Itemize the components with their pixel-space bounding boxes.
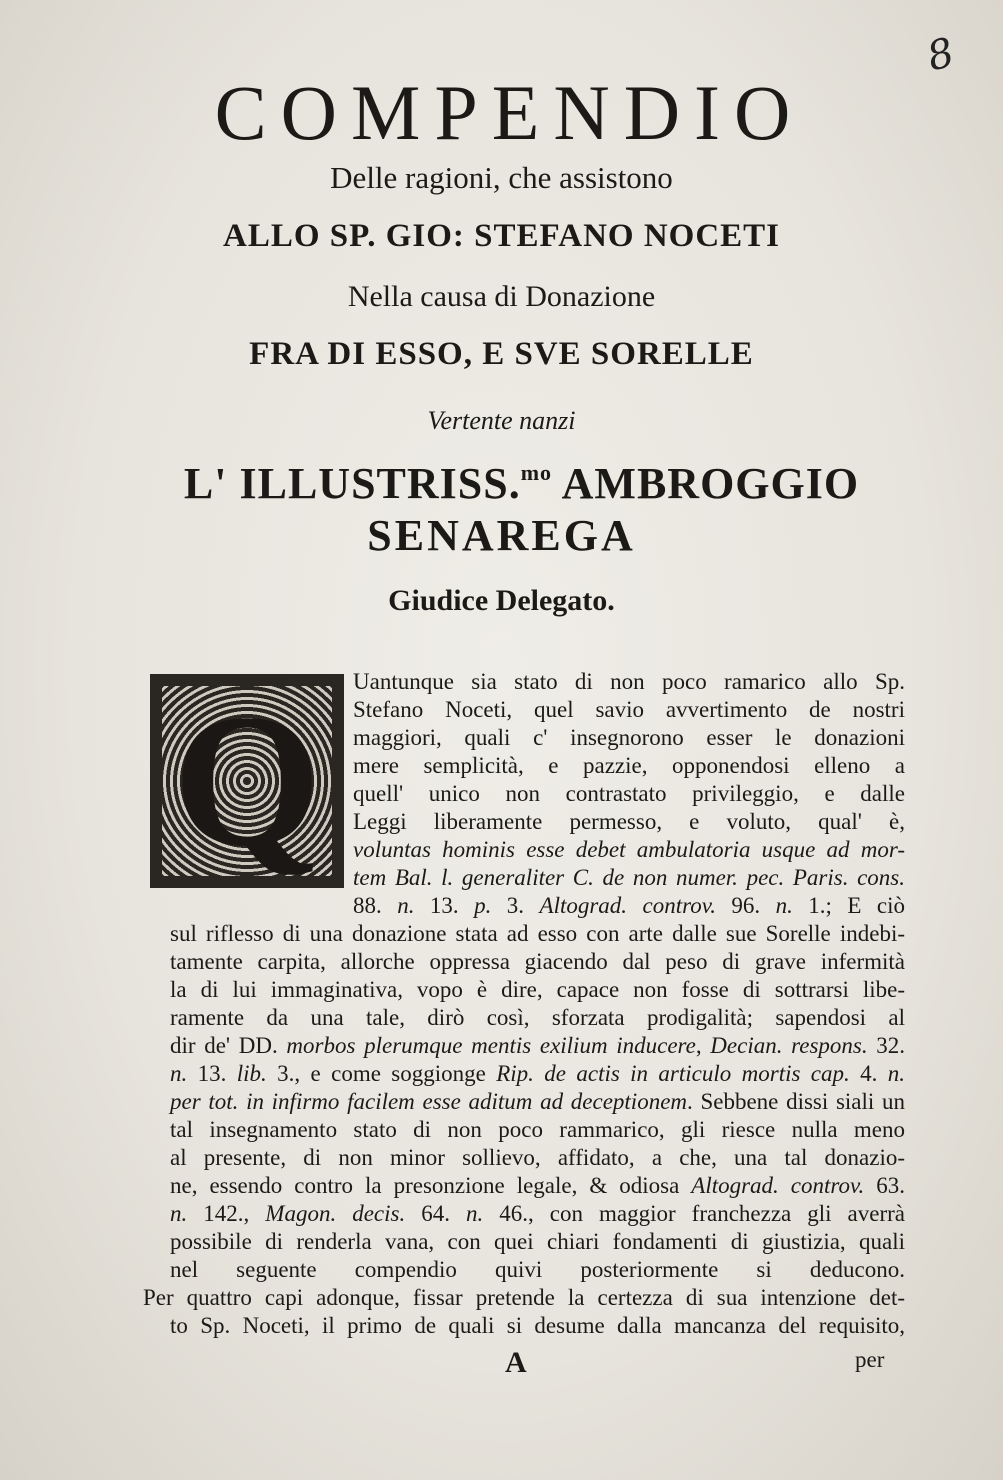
text-segment: ramente da una tale, dirò così, sforzata prodigalità; sapendosi al: [170, 1005, 905, 1030]
judge-first-name: AMBROGGIO: [561, 459, 860, 508]
text-line: [353, 752, 905, 779]
subtitle-parties: FRA DI ESSO, E SVE SORELLE: [249, 336, 754, 372]
text-segment: 88.: [353, 893, 398, 918]
italic-citation: Altograd. controv.: [539, 893, 716, 918]
italic-citation: voluntas hominis esse debet ambulatoria usque ad mor-: [353, 837, 905, 862]
text-line: [170, 1256, 905, 1283]
italic-citation: n.: [397, 893, 415, 918]
text-line: [170, 1312, 905, 1339]
text-segment: sul riflesso di una donazione stata ad esso con arte dalle sue Sorelle indebi-: [170, 921, 905, 946]
text-segment: quell' unico non contrastato privileggio, e dalle: [353, 781, 905, 806]
text-line: [170, 1228, 905, 1255]
text-line: [170, 976, 905, 1003]
text-segment: Stefano Noceti, quel savio avvertimento de nostri: [353, 697, 905, 722]
judge-name-line: [20, 458, 1003, 509]
text-segment: mere semplicità, e pazzie, opponendosi elleno a: [353, 753, 905, 778]
text-segment: Uantunque sia stato di non poco ramarico allo Sp.: [353, 669, 905, 694]
text-line: [143, 1284, 905, 1311]
text-segment: 64.: [405, 1201, 466, 1226]
document-title: COMPENDIO: [214, 69, 805, 156]
text-line: [353, 668, 905, 695]
text-segment: ne, essendo contro la presonzione legale, & odiosa: [170, 1173, 692, 1198]
subtitle-line: Vertente nanzi: [427, 406, 576, 435]
handwritten-folio-number: 8: [922, 29, 959, 81]
text-line: [353, 836, 905, 863]
judge-surname: SENAREGA: [367, 511, 636, 560]
text-segment: 63.: [864, 1173, 905, 1198]
text-segment: 3.: [491, 893, 540, 918]
text-line: [353, 780, 905, 807]
text-segment: 96.: [715, 893, 776, 918]
text-line: [170, 1144, 905, 1171]
ornamental-drop-cap: [150, 674, 344, 888]
text-segment: 13.: [414, 893, 475, 918]
text-segment: 4.: [849, 1061, 888, 1086]
subtitle-line: Delle ragioni, che assistono: [330, 160, 673, 195]
signature-mark: A: [505, 1346, 527, 1379]
text-line: [170, 1200, 905, 1227]
italic-citation: p.: [474, 893, 492, 918]
text-line: [353, 808, 905, 835]
text-line: [353, 696, 905, 723]
judge-title: L' ILLUSTRISS.: [183, 459, 521, 508]
text-segment: Per quattro capi adonque, fissar pretende la certezza di sua intenzione det-: [143, 1285, 905, 1310]
text-segment: 32.: [867, 1033, 906, 1058]
text-line: [353, 864, 905, 891]
text-line: [170, 920, 905, 947]
italic-citation: tem Bal. l. generaliter C. de non numer. pec. Paris. cons.: [353, 865, 905, 890]
subtitle-line: Nella causa di Donazione: [347, 280, 656, 313]
italic-citation: lib.: [236, 1061, 267, 1086]
text-segment: ,: [695, 1033, 711, 1058]
italic-citation: n.: [170, 1201, 188, 1226]
italic-citation: n.: [775, 893, 793, 918]
text-segment: tal insegnamento stato di non poco rammarico, gli riesce nulla meno: [170, 1117, 905, 1142]
text-line: [170, 1172, 905, 1199]
italic-citation: Magon. decis.: [265, 1201, 406, 1226]
italic-citation: Rip. de actis in articulo mortis cap.: [496, 1061, 850, 1086]
text-segment: . Sebbene dissi siali un: [687, 1089, 905, 1114]
italic-citation: n.: [466, 1201, 484, 1226]
text-segment: maggiori, quali c' insegnorono esser le donazioni: [353, 725, 905, 750]
italic-citation: Decian. respons.: [710, 1033, 868, 1058]
text-line: [170, 1004, 905, 1031]
text-segment: Leggi liberamente permesso, e voluto, qual' è,: [353, 809, 905, 834]
text-segment: 46., con maggior franchezza gli averrà: [483, 1201, 905, 1226]
italic-citation: Altograd. controv.: [691, 1173, 865, 1198]
text-segment: to Sp. Noceti, il primo de quali si desume dalla mancanza del requisito,: [170, 1313, 905, 1338]
subtitle-party: ALLO SP. GIO: STEFANO NOCETI: [222, 218, 781, 254]
italic-citation: n.: [170, 1061, 188, 1086]
text-segment: al presente, di non minor sollievo, affidato, a che, una tal donazio-: [170, 1145, 905, 1170]
text-segment: 1.; E ciò: [792, 893, 906, 918]
catchword: per: [855, 1347, 885, 1372]
text-segment: la di lui immaginativa, vopo è dire, capace non fosse di sottrarsi libe-: [170, 977, 905, 1002]
text-line: [353, 724, 905, 751]
text-line: [353, 892, 905, 919]
text-segment: 3., e come soggionge: [266, 1061, 497, 1086]
text-line: [170, 1060, 905, 1087]
text-segment: nel seguente compendio quivi posteriormente si deducono.: [170, 1257, 905, 1282]
text-segment: possibile di renderla vana, con quei chiari fondamenti di giustizia, quali: [170, 1229, 905, 1254]
text-segment: tamente carpita, allorche oppressa giacendo dal peso di grave infermità: [170, 949, 905, 974]
italic-citation: n.: [887, 1061, 906, 1086]
text-segment: 13.: [187, 1061, 237, 1086]
text-line: [170, 1088, 905, 1115]
text-line: [170, 1032, 905, 1059]
text-line: [170, 1116, 905, 1143]
italic-citation: per tot. in infirmo facilem esse aditum ad deceptionem: [170, 1089, 688, 1114]
text-segment: 142.,: [187, 1201, 266, 1226]
text-line: [170, 948, 905, 975]
italic-citation: morbos plerumque mentis exilium inducere: [286, 1033, 696, 1058]
judge-role: Giudice Delegato.: [388, 584, 615, 617]
judge-title-superscript: mo: [520, 460, 553, 485]
drop-cap-letter: Q: [162, 686, 332, 876]
text-segment: dir de' DD.: [170, 1033, 287, 1058]
